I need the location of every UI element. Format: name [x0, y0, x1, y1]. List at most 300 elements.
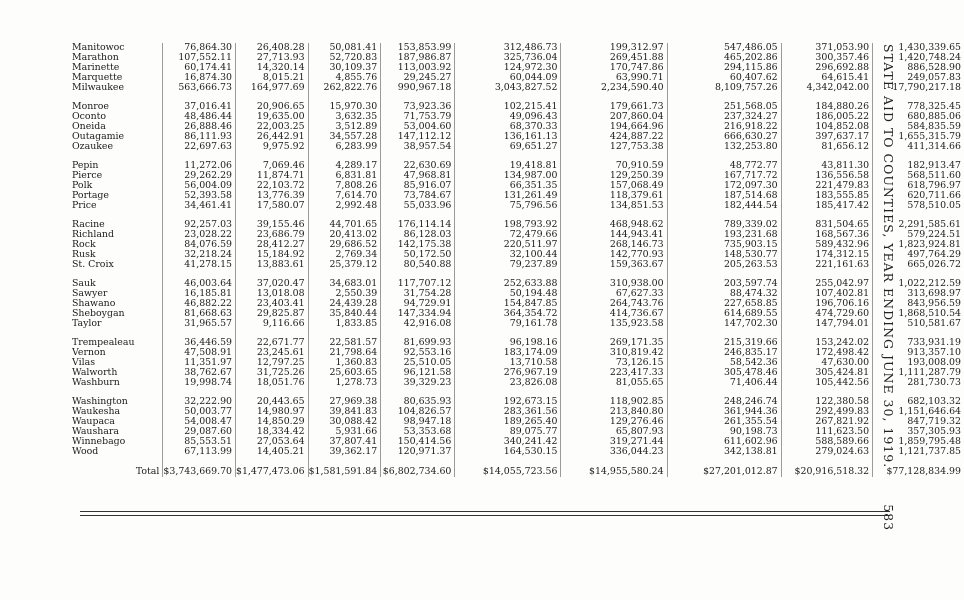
amount-cell: 547,486.05 — [667, 43, 781, 53]
county-name — [72, 220, 163, 230]
amount-cell: 89,075.77 — [455, 427, 561, 437]
county-name — [72, 319, 163, 329]
spacer-cell — [381, 329, 455, 338]
spacer-cell — [163, 329, 236, 338]
county-name — [72, 397, 163, 407]
amount-cell: 733,931.19 — [873, 338, 964, 348]
amount-cell: 221,479.83 — [781, 181, 872, 191]
amount-cell: 183,555.85 — [781, 191, 872, 201]
amount-cell: 248,246.74 — [667, 397, 781, 407]
amount-cell: 237,324.27 — [667, 112, 781, 122]
amount-cell: 135,923.58 — [561, 319, 667, 329]
amount-cell: 28,412.27 — [236, 240, 309, 250]
amount-cell: 11,351.97 — [163, 358, 236, 368]
amount-cell: 32,218.24 — [163, 250, 236, 260]
amount-cell: 29,262.29 — [163, 171, 236, 181]
amount-cell: 2,550.39 — [308, 289, 381, 299]
amount-cell: 35,840.44 — [308, 309, 381, 319]
amount-cell: 184,880.26 — [781, 102, 872, 112]
amount-cell: 357,305.93 — [873, 427, 964, 437]
amount-cell: 68,370.33 — [455, 122, 561, 132]
amount-cell: 2,769.34 — [308, 250, 381, 260]
amount-cell: 618,796.97 — [873, 181, 964, 191]
amount-cell: 73,923.36 — [381, 102, 455, 112]
amount-cell: 246,835.17 — [667, 348, 781, 358]
amount-cell: 414,736.67 — [561, 309, 667, 319]
table-row — [72, 191, 964, 201]
amount-cell: 79,237.89 — [455, 260, 561, 270]
total-amount: $1,581,591.84 — [308, 457, 381, 477]
amount-cell: 23,403.41 — [236, 299, 309, 309]
amount-cell: 563,666.73 — [163, 83, 236, 93]
county-name-text: Sheboygan — [72, 309, 125, 319]
total-amount: $14,055,723.56 — [455, 457, 561, 477]
amount-cell: 220,511.97 — [455, 240, 561, 250]
table-row — [72, 142, 964, 152]
amount-cell: 2,291,585.61 — [873, 220, 964, 230]
amount-cell: 269,171.35 — [561, 338, 667, 348]
amount-cell: 29,825.87 — [236, 309, 309, 319]
amount-cell: 411,314.66 — [873, 142, 964, 152]
amount-cell: 46,882.22 — [163, 299, 236, 309]
spacer-cell — [561, 388, 667, 397]
state-aid-table — [72, 43, 964, 477]
amount-cell: 37,807.41 — [308, 437, 381, 447]
group-spacer — [72, 329, 964, 338]
table-row — [72, 132, 964, 142]
amount-cell: 94,729.91 — [381, 299, 455, 309]
amount-cell: 167,717.72 — [667, 171, 781, 181]
amount-cell: 22,003.25 — [236, 122, 309, 132]
amount-cell: 26,888.46 — [163, 122, 236, 132]
spacer-cell — [72, 211, 163, 220]
amount-cell: 778,325.45 — [873, 102, 964, 112]
county-name — [72, 260, 163, 270]
amount-cell: 4,289.17 — [308, 161, 381, 171]
table-row — [72, 338, 964, 348]
county-name — [72, 201, 163, 211]
county-name — [72, 358, 163, 368]
amount-cell: 199,312.97 — [561, 43, 667, 53]
amount-cell: 213,840.80 — [561, 407, 667, 417]
amount-cell: 831,504.65 — [781, 220, 872, 230]
amount-cell: 342,138.81 — [667, 447, 781, 457]
amount-cell: 105,442.56 — [781, 378, 872, 388]
amount-cell: 227,658.85 — [667, 299, 781, 309]
county-name-text: Vilas — [72, 358, 96, 368]
amount-cell: 313,698.97 — [873, 289, 964, 299]
amount-cell: 20,906.65 — [236, 102, 309, 112]
table-row — [72, 230, 964, 240]
running-head — [877, 44, 896, 532]
county-name-text: Sauk — [72, 279, 96, 289]
county-name — [72, 427, 163, 437]
table-row — [72, 43, 964, 53]
page-number: 583 — [881, 504, 896, 532]
spacer-cell — [163, 93, 236, 102]
county-name — [72, 122, 163, 132]
group-spacer — [72, 93, 964, 102]
amount-cell: 98,947.18 — [381, 417, 455, 427]
amount-cell: 129,276.46 — [561, 417, 667, 427]
county-name — [72, 181, 163, 191]
amount-cell: 15,184.92 — [236, 250, 309, 260]
amount-cell: 113,003.92 — [381, 63, 455, 73]
amount-cell: 42,916.08 — [381, 319, 455, 329]
amount-cell: 294,115.86 — [667, 63, 781, 73]
amount-cell: 9,975.92 — [236, 142, 309, 152]
total-amount: $27,201,012.87 — [667, 457, 781, 477]
amount-cell: 186,005.22 — [781, 112, 872, 122]
amount-cell: 120,971.37 — [381, 447, 455, 457]
spacer-cell — [381, 211, 455, 220]
amount-cell: 913,357.10 — [873, 348, 964, 358]
amount-cell: 305,424.81 — [781, 368, 872, 378]
table-row — [72, 260, 964, 270]
total-amount: $77,128,834.99 — [873, 457, 964, 477]
amount-cell: 26,408.28 — [236, 43, 309, 53]
amount-cell: 107,552.11 — [163, 53, 236, 63]
amount-cell: 361,944.36 — [667, 407, 781, 417]
amount-cell: 614,689.55 — [667, 309, 781, 319]
spacer-cell — [561, 93, 667, 102]
amount-cell: 153,853.99 — [381, 43, 455, 53]
amount-cell: 665,026.72 — [873, 260, 964, 270]
amount-cell: 4,342,042.00 — [781, 83, 872, 93]
amount-cell: 80,540.88 — [381, 260, 455, 270]
amount-cell: 64,615.41 — [781, 73, 872, 83]
group-spacer — [72, 152, 964, 161]
amount-cell: 223,417.33 — [561, 368, 667, 378]
amount-cell: 7,808.26 — [308, 181, 381, 191]
amount-cell: 25,379.12 — [308, 260, 381, 270]
amount-cell: 34,557.28 — [308, 132, 381, 142]
amount-cell: 14,850.29 — [236, 417, 309, 427]
amount-cell: 129,250.39 — [561, 171, 667, 181]
total-label: Total — [135, 466, 160, 477]
table-row — [72, 122, 964, 132]
amount-cell: 789,339.02 — [667, 220, 781, 230]
amount-cell: 53,004.60 — [381, 122, 455, 132]
amount-cell: 104,852.08 — [781, 122, 872, 132]
amount-cell: 85,553.51 — [163, 437, 236, 447]
county-name — [72, 171, 163, 181]
county-name — [72, 407, 163, 417]
table-row — [72, 53, 964, 63]
amount-cell: 1,121,737.85 — [873, 447, 964, 457]
page-heading: STATE AID TO COUNTIES, YEAR ENDING JUNE 30, 1919. — [881, 44, 896, 469]
amount-cell: 34,683.01 — [308, 279, 381, 289]
county-name-text: Marinette — [72, 63, 120, 73]
amount-cell: 81,656.12 — [781, 142, 872, 152]
table-row — [72, 63, 964, 73]
amount-cell: 364,354.72 — [455, 309, 561, 319]
table-row — [72, 73, 964, 83]
spacer-cell — [381, 152, 455, 161]
amount-cell: 276,967.19 — [455, 368, 561, 378]
amount-cell: 1,360.83 — [308, 358, 381, 368]
amount-cell: 43,811.30 — [781, 161, 872, 171]
amount-cell: 185,417.42 — [781, 201, 872, 211]
county-name — [72, 250, 163, 260]
amount-cell: 203,597.74 — [667, 279, 781, 289]
county-name — [72, 53, 163, 63]
amount-cell: 39,155.46 — [236, 220, 309, 230]
amount-cell: 196,706.16 — [781, 299, 872, 309]
table-row — [72, 378, 964, 388]
county-name-text: Oneida — [72, 122, 106, 132]
spacer-cell — [163, 388, 236, 397]
amount-cell: 60,174.41 — [163, 63, 236, 73]
amount-cell: 81,055.65 — [561, 378, 667, 388]
spacer-cell — [163, 211, 236, 220]
amount-cell: 182,913.47 — [873, 161, 964, 171]
amount-cell: 56,004.09 — [163, 181, 236, 191]
table-row — [72, 427, 964, 437]
amount-cell: 4,855.76 — [308, 73, 381, 83]
table-row — [72, 83, 964, 93]
amount-cell: 283,361.56 — [455, 407, 561, 417]
amount-cell: 474,729.60 — [781, 309, 872, 319]
county-name-text: Manitowoc — [72, 43, 125, 53]
amount-cell: 15,970.30 — [308, 102, 381, 112]
amount-cell: 21,798.64 — [308, 348, 381, 358]
amount-cell: 19,635.00 — [236, 112, 309, 122]
amount-cell: 47,968.81 — [381, 171, 455, 181]
amount-cell: 14,320.14 — [236, 63, 309, 73]
county-name-text: Ozaukee — [72, 142, 114, 152]
county-name-text: Trempealeau — [72, 338, 135, 348]
county-name-text: Waukesha — [72, 407, 121, 417]
amount-cell: 6,283.99 — [308, 142, 381, 152]
amount-cell: 72,479.66 — [455, 230, 561, 240]
amount-cell: 39,329.23 — [381, 378, 455, 388]
amount-cell: 1,430,339.65 — [873, 43, 964, 53]
amount-cell: 111,623.50 — [781, 427, 872, 437]
amount-cell: 157,068.49 — [561, 181, 667, 191]
amount-cell: 31,725.26 — [236, 368, 309, 378]
county-name-text: Marquette — [72, 73, 123, 83]
amount-cell: 3,632.35 — [308, 112, 381, 122]
spacer-cell — [455, 388, 561, 397]
amount-cell: 32,222.90 — [163, 397, 236, 407]
amount-cell: 34,461.41 — [163, 201, 236, 211]
amount-cell: 55,033.96 — [381, 201, 455, 211]
amount-cell: 90,198.73 — [667, 427, 781, 437]
county-name — [72, 161, 163, 171]
county-name-text: Rusk — [72, 250, 96, 260]
amount-cell: 47,630.00 — [781, 358, 872, 368]
county-name — [72, 348, 163, 358]
amount-cell: 154,847.85 — [455, 299, 561, 309]
amount-cell: 92,553.16 — [381, 348, 455, 358]
amount-cell: 63,990.71 — [561, 73, 667, 83]
table-body — [72, 43, 964, 477]
county-name-text: Winnebago — [72, 437, 126, 447]
amount-cell: 96,121.58 — [381, 368, 455, 378]
amount-cell: 69,651.27 — [455, 142, 561, 152]
spacer-cell — [308, 211, 381, 220]
amount-cell: 81,699.93 — [381, 338, 455, 348]
county-name — [72, 230, 163, 240]
county-name — [72, 132, 163, 142]
amount-cell: 207,860.04 — [561, 112, 667, 122]
county-name — [72, 43, 163, 53]
amount-cell: 176,114.14 — [381, 220, 455, 230]
amount-cell: 48,486.44 — [163, 112, 236, 122]
amount-cell: 468,948.62 — [561, 220, 667, 230]
amount-cell: 164,977.69 — [236, 83, 309, 93]
amount-cell: 497,764.29 — [873, 250, 964, 260]
amount-cell: 150,414.56 — [381, 437, 455, 447]
amount-cell: 11,874.71 — [236, 171, 309, 181]
table-row — [72, 447, 964, 457]
amount-cell: 102,215.41 — [455, 102, 561, 112]
amount-cell: 6,831.81 — [308, 171, 381, 181]
table-row — [72, 417, 964, 427]
amount-cell: 584,835.59 — [873, 122, 964, 132]
amount-cell: 3,512.89 — [308, 122, 381, 132]
amount-cell: 38,762.67 — [163, 368, 236, 378]
county-name-text: Pepin — [72, 161, 99, 171]
group-spacer — [72, 388, 964, 397]
amount-cell: 255,042.97 — [781, 279, 872, 289]
table-row — [72, 309, 964, 319]
spacer-cell — [163, 152, 236, 161]
county-name-text: Marathon — [72, 53, 119, 63]
amount-cell: 39,362.17 — [308, 447, 381, 457]
amount-cell: 305,478.46 — [667, 368, 781, 378]
amount-cell: 50,172.50 — [381, 250, 455, 260]
table-row — [72, 407, 964, 417]
table-row — [72, 397, 964, 407]
amount-cell: 147,794.01 — [781, 319, 872, 329]
spacer-cell — [561, 329, 667, 338]
amount-cell: 144,943.41 — [561, 230, 667, 240]
amount-cell: 183,174.09 — [455, 348, 561, 358]
amount-cell: 13,776.39 — [236, 191, 309, 201]
table-row — [72, 240, 964, 250]
total-amount: $3,743,669.70 — [163, 457, 236, 477]
county-name — [72, 102, 163, 112]
amount-cell: 25,603.65 — [308, 368, 381, 378]
amount-cell: 88,474.32 — [667, 289, 781, 299]
amount-cell: 73,126.15 — [561, 358, 667, 368]
amount-cell: 22,630.69 — [381, 161, 455, 171]
amount-cell: 172,498.42 — [781, 348, 872, 358]
amount-cell: 205,263.53 — [667, 260, 781, 270]
county-name-text: Washington — [72, 397, 128, 407]
amount-cell: 19,418.81 — [455, 161, 561, 171]
amount-cell: 172,097.30 — [667, 181, 781, 191]
spacer-cell — [561, 152, 667, 161]
county-name-text: Oconto — [72, 112, 107, 122]
amount-cell: 38,957.54 — [381, 142, 455, 152]
county-name — [72, 83, 163, 93]
amount-cell: 66,351.35 — [455, 181, 561, 191]
amount-cell: 75,796.56 — [455, 201, 561, 211]
amount-cell: 147,334.94 — [381, 309, 455, 319]
amount-cell: 9,116.66 — [236, 319, 309, 329]
amount-cell: 17,580.07 — [236, 201, 309, 211]
spacer-cell — [72, 93, 163, 102]
county-name-text: Sawyer — [72, 289, 108, 299]
amount-cell: 13,883.61 — [236, 260, 309, 270]
amount-cell: 118,379.61 — [561, 191, 667, 201]
amount-cell: 510,581.67 — [873, 319, 964, 329]
spacer-cell — [72, 152, 163, 161]
amount-cell: 296,692.88 — [781, 63, 872, 73]
amount-cell: 46,003.64 — [163, 279, 236, 289]
amount-cell: 52,393.58 — [163, 191, 236, 201]
amount-cell: 579,224.51 — [873, 230, 964, 240]
county-name — [72, 289, 163, 299]
amount-cell: 53,353.68 — [381, 427, 455, 437]
table-row — [72, 299, 964, 309]
amount-cell: 92,257.03 — [163, 220, 236, 230]
amount-cell: 187,986.87 — [381, 53, 455, 63]
amount-cell: 31,754.28 — [381, 289, 455, 299]
amount-cell: 13,710.58 — [455, 358, 561, 368]
spacer-cell — [236, 152, 309, 161]
amount-cell: 80,635.93 — [381, 397, 455, 407]
amount-cell: 666,630.27 — [667, 132, 781, 142]
county-name — [72, 378, 163, 388]
amount-cell: 340,241.42 — [455, 437, 561, 447]
amount-cell: 1,022,212.59 — [873, 279, 964, 289]
spacer-cell — [455, 211, 561, 220]
amount-cell: 221,161.63 — [781, 260, 872, 270]
spacer-cell — [455, 270, 561, 279]
amount-cell: 424,887.22 — [561, 132, 667, 142]
amount-cell: 23,686.79 — [236, 230, 309, 240]
amount-cell: 1,151,646.64 — [873, 407, 964, 417]
amount-cell: 25,510.05 — [381, 358, 455, 368]
amount-cell: 1,859,795.48 — [873, 437, 964, 447]
amount-cell: 847,719.32 — [873, 417, 964, 427]
county-name — [72, 279, 163, 289]
spacer-cell — [308, 93, 381, 102]
amount-cell: 1,278.73 — [308, 378, 381, 388]
spacer-cell — [236, 329, 309, 338]
amount-cell: 52,720.83 — [308, 53, 381, 63]
amount-cell: 886,528.90 — [873, 63, 964, 73]
county-name — [72, 240, 163, 250]
double-rule-top — [80, 511, 890, 512]
spacer-cell — [308, 152, 381, 161]
amount-cell: 168,567.36 — [781, 230, 872, 240]
amount-cell: 397,637.17 — [781, 132, 872, 142]
amount-cell: 990,967.18 — [381, 83, 455, 93]
amount-cell: 261,355.54 — [667, 417, 781, 427]
amount-cell: 1,823,924.81 — [873, 240, 964, 250]
group-spacer — [72, 270, 964, 279]
county-name-text: St. Croix — [72, 260, 114, 270]
spacer-cell — [163, 270, 236, 279]
amount-cell: 465,202.86 — [667, 53, 781, 63]
amount-cell: 79,161.78 — [455, 319, 561, 329]
amount-cell: 189,265.40 — [455, 417, 561, 427]
amount-cell: 3,043,827.52 — [455, 83, 561, 93]
county-name-text: Rock — [72, 240, 96, 250]
spacer-cell — [72, 329, 163, 338]
amount-cell: 86,111.93 — [163, 132, 236, 142]
amount-cell: 20,413.02 — [308, 230, 381, 240]
amount-cell: 269,451.88 — [561, 53, 667, 63]
amount-cell: 122,380.58 — [781, 397, 872, 407]
amount-cell: 32,100.44 — [455, 250, 561, 260]
amount-cell: 58,542.36 — [667, 358, 781, 368]
